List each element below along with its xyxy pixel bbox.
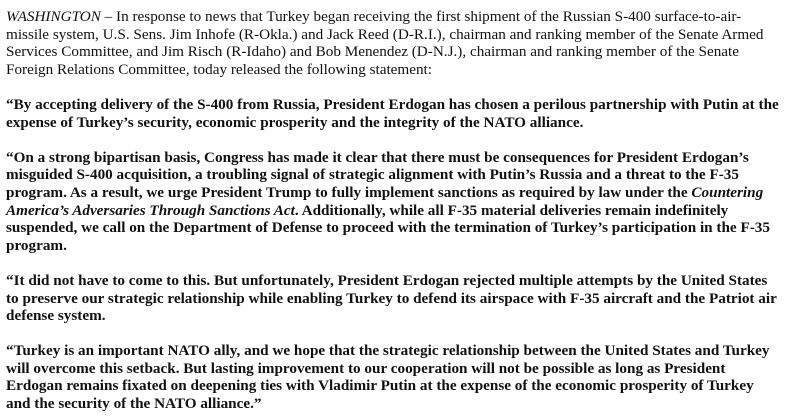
quote-paragraph-4: “Turkey is an important NATO ally, and we hope that the strategic relationship between the United States and Turkey will overcome this setback. But lasting improvement to our cooperation will not be possible as long as President Erdogan remains fixated on deepening ties with Vladimir Putin at the expense of the economic prosperity of Turkey and the security of the NATO alliance.” (6, 342, 770, 413)
press-release-body (6, 8, 780, 413)
quote-paragraph-3: “It did not have to come to this. But unfortunately, President Erdogan rejected multiple attempts by the United States to preserve our strategic relationship while enabling Turkey to defend its airspace with F-35 aircraft and the Patriot air defense system. (6, 271, 777, 325)
intro-paragraph (6, 8, 780, 78)
quote-paragraph-1: “By accepting delivery of the S-400 from Russia, President Erdogan has chosen a perilous partnership with Putin at the expense of Turkey’s security, economic prosperity and the integrity of the NATO alliance. (6, 95, 779, 131)
quote-paragraph-2 (6, 149, 780, 255)
intro-text: – In response to news that Turkey began receiving the first shipment of the Russian S-400 surface-to-air-missile system, U.S. Sens. Jim Inhofe (R-Okla.) and Jack Reed (D-R.I.), chairman and ranking member of the Senate Armed Services Committee, and Jim Risch (R-Idaho) and Bob Menendez (D-N.J.), chairman and ranking member of the Senate Foreign Relations Committee, today released the following statement: (6, 8, 764, 78)
quote-2-text-before: “On a strong bipartisan basis, Congress has made it clear that there must be consequences for President Erdogan’s misguided S-400 acquisition, a troubling signal of strategic alignment with Putin’s Russia and a threat to the F-35 program. As a result, we urge President Trump to fully implement sanctions as required by law under the (6, 148, 749, 201)
sanctions-act-title: Countering America’s Adversaries Through Sanctions Act (6, 183, 764, 219)
dateline: WASHINGTON (6, 8, 101, 25)
quote-2-text-after: . Additionally, while all F-35 material deliveries remain indefinitely suspended, we call on the Department of Defense to proceed with the termination of Turkey’s participation in the F-35 program. (6, 201, 770, 254)
